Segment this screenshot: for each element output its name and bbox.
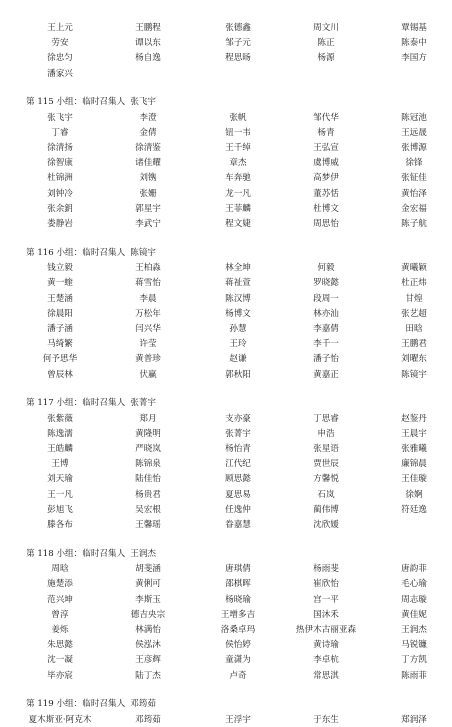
member-name: 贾世辰	[313, 459, 339, 470]
member-name: 周志璇	[401, 594, 427, 605]
member-name: 丁睿	[51, 127, 69, 138]
member-name: 徐清鉴	[135, 143, 161, 154]
member-name: 潘子怡	[313, 354, 339, 365]
member-name: 杨源	[317, 53, 335, 64]
name-row	[0, 37, 452, 50]
member-name: 洛桑卓玛	[220, 624, 256, 635]
member-name: 毕亦宸	[47, 670, 73, 681]
member-name: 林全坤	[225, 263, 251, 274]
member-name: 潘家兴	[47, 68, 73, 79]
member-name: 刘钟冷	[47, 188, 73, 199]
member-name: 邓筠茹	[135, 714, 161, 725]
member-name: 黄嘉正	[313, 369, 339, 380]
member-name: 张星语	[313, 444, 339, 455]
name-row	[0, 639, 452, 652]
member-name: 杨晓瑜	[225, 594, 251, 605]
group-heading	[26, 397, 446, 410]
group-heading	[26, 96, 446, 109]
member-name: 张余鈅	[47, 203, 73, 214]
member-name: 覃锡基	[401, 23, 427, 33]
member-name: 曾淳	[51, 609, 69, 620]
member-name: 蔺伟博	[313, 504, 339, 515]
member-name: 伏赢	[139, 369, 157, 380]
member-name: 徐智康	[47, 158, 73, 169]
name-row	[0, 157, 452, 170]
member-name: 陈逸濡	[47, 428, 73, 439]
name-row	[0, 323, 452, 336]
member-name: 张钲佳	[401, 173, 427, 184]
name-row	[0, 489, 452, 502]
member-name: 李国方	[401, 53, 427, 64]
member-name: 王浮宇	[225, 714, 251, 725]
member-name: 沈欣媛	[313, 520, 339, 531]
member-name: 严晓岚	[135, 444, 161, 455]
group-leader: 邓筠茹	[130, 699, 157, 710]
member-name: 胡斐涵	[135, 564, 161, 575]
member-name: 程文婕	[225, 219, 251, 230]
member-name: 王千绰	[225, 143, 251, 154]
member-name: 唐琪倩	[225, 564, 251, 575]
member-name: 王鹏程	[135, 23, 161, 33]
member-name: 施楚添	[47, 579, 73, 590]
member-name: 徐晨阳	[47, 308, 73, 319]
member-name: 郑月	[139, 413, 157, 424]
member-name: 郭秋阳	[225, 369, 251, 380]
name-row	[0, 22, 452, 35]
member-name: 龙一凡	[225, 188, 251, 199]
member-name: 赵鉴丹	[401, 413, 427, 424]
group-title: 第 115 小组：临时召集人	[26, 97, 126, 108]
member-name: 潘子涵	[47, 323, 73, 334]
member-name: 李澄	[139, 112, 157, 123]
member-name: 周晗	[51, 564, 69, 575]
member-name: 王博	[51, 459, 69, 470]
member-name: 杨自逸	[135, 53, 161, 64]
member-name: 方馨悦	[313, 474, 339, 485]
name-row	[0, 443, 452, 456]
member-name: 林满怡	[135, 624, 161, 635]
member-name: 张艺超	[401, 308, 427, 319]
member-name: 江代纪	[225, 459, 251, 470]
member-name: 金倩	[139, 127, 157, 138]
member-name: 王柏淼	[135, 263, 161, 274]
member-name: 何予思华	[42, 354, 78, 365]
member-name: 夏思易	[225, 489, 251, 500]
member-name: 侯泓沐	[135, 640, 161, 651]
member-name: 林亦汕	[313, 308, 339, 319]
member-name: 毛心瑜	[401, 579, 427, 590]
member-name: 马绮繁	[47, 339, 73, 350]
member-name: 闫兴华	[135, 323, 161, 334]
name-row	[0, 353, 452, 366]
member-name: 黄普珍	[135, 354, 161, 365]
member-name: 杨贵君	[135, 489, 161, 500]
member-name: 王一凡	[47, 489, 73, 500]
member-name: 陈正	[317, 38, 335, 49]
member-name: 黄诗瑜	[313, 640, 339, 651]
member-name: 顾思懿	[225, 474, 251, 485]
member-name: 眷嘉慧	[225, 520, 251, 531]
member-name: 许莹	[139, 339, 157, 350]
member-name: 周思怡	[313, 219, 339, 230]
group-title: 第 116 小组：临时召集人	[26, 247, 126, 258]
member-name: 陈泰中	[401, 38, 427, 49]
member-name: 李千一	[313, 339, 339, 350]
name-row	[0, 52, 452, 65]
name-row	[0, 504, 452, 517]
member-name: 常思淇	[313, 670, 339, 681]
name-row	[0, 654, 452, 667]
member-name: 王鹏君	[401, 339, 427, 350]
member-name: 王润杰	[401, 624, 427, 635]
member-name: 田晗	[405, 323, 423, 334]
member-name: 杜锦洲	[47, 173, 73, 184]
member-name: 唐韵菲	[401, 564, 427, 575]
member-name: 张雅曦	[401, 444, 427, 455]
member-name: 钱立毅	[47, 263, 73, 274]
name-row	[0, 68, 452, 81]
name-row	[0, 262, 452, 275]
member-name: 何毅	[317, 263, 335, 274]
name-row	[0, 112, 452, 125]
member-name: 娄静岩	[47, 219, 73, 230]
member-name: 郑润泽	[401, 714, 427, 725]
member-name: 黄俐可	[135, 579, 161, 590]
member-name: 王佳璇	[401, 474, 427, 485]
member-name: 陆丁杰	[135, 670, 161, 681]
member-name: 夏木斯亚·阿克木	[28, 714, 92, 725]
name-row	[0, 127, 452, 140]
member-name: 热伊木古丽亚森	[295, 624, 357, 635]
member-name: 张博源	[401, 143, 427, 154]
member-name: 陈冠池	[401, 112, 427, 123]
name-row	[0, 670, 452, 683]
member-name: 张姗	[139, 188, 157, 199]
name-row	[0, 293, 452, 306]
name-row	[0, 338, 452, 351]
member-name: 张帆	[229, 112, 247, 123]
member-name: 符廷逸	[401, 504, 427, 515]
member-name: 杨青	[317, 127, 335, 138]
member-name: 王楚涵	[47, 293, 73, 304]
member-name: 邵棋晖	[225, 579, 251, 590]
name-row	[0, 369, 452, 382]
member-name: 王上元	[47, 23, 73, 33]
member-name: 谭以东	[135, 38, 161, 49]
name-row	[0, 413, 452, 426]
member-name: 黄怡泽	[401, 188, 427, 199]
member-name: 刘曜东	[401, 354, 427, 365]
name-row	[0, 624, 452, 637]
member-name: 侯怡婷	[225, 640, 251, 651]
member-name: 徐婀	[405, 489, 423, 500]
member-name: 吴宏根	[135, 504, 161, 515]
name-row	[0, 277, 452, 290]
member-name: 宫一平	[313, 594, 339, 605]
member-name: 姜烁	[51, 624, 69, 635]
member-name: 王远晟	[401, 127, 427, 138]
member-name: 王晨宇	[401, 428, 427, 439]
member-name: 蒋祉萱	[225, 278, 251, 289]
member-name: 甘煌	[405, 293, 423, 304]
member-name: 刘天瑜	[47, 474, 73, 485]
member-name: 高梦伊	[313, 173, 339, 184]
member-name: 曾辰林	[47, 369, 73, 380]
member-name: 王皓麟	[47, 444, 73, 455]
name-row	[0, 594, 452, 607]
member-name: 于东生	[313, 714, 339, 725]
member-name: 李武宁	[135, 219, 161, 230]
member-name: 邹子元	[225, 38, 251, 49]
member-name: 罗晓懿	[313, 278, 339, 289]
member-name: 王增多吉	[220, 609, 256, 620]
member-name: 孙慧	[229, 323, 247, 334]
member-name: 黄佳妮	[401, 609, 427, 620]
name-row	[0, 172, 452, 185]
member-name: 车奔驰	[225, 173, 251, 184]
member-name: 王菲麟	[225, 203, 251, 214]
member-name: 虞博威	[313, 158, 339, 169]
member-name: 陈子航	[401, 219, 427, 230]
member-name: 马锐镰	[401, 640, 427, 651]
member-name: 邹代华	[313, 112, 339, 123]
member-name: 陈锦泉	[135, 459, 161, 470]
member-name: 程思旸	[225, 53, 251, 64]
member-name: 李斯玉	[135, 594, 161, 605]
name-row	[0, 609, 452, 622]
member-name: 杨雨斐	[313, 564, 339, 575]
member-name: 张德鑫	[225, 23, 251, 33]
member-name: 徐锋	[405, 158, 423, 169]
member-name: 张飞宇	[47, 112, 73, 123]
member-name: 石岚	[317, 489, 335, 500]
member-name: 王馨瑶	[135, 520, 161, 531]
member-name: 王弘宣	[313, 143, 339, 154]
member-name: 徐忠匀	[47, 53, 73, 64]
name-row	[0, 578, 452, 591]
member-name: 赵谦	[229, 354, 247, 365]
member-name: 杜博文	[313, 203, 339, 214]
name-row	[0, 203, 452, 216]
member-name: 李嘉倩	[313, 323, 339, 334]
name-row	[0, 458, 452, 471]
member-name: 童潇为	[225, 655, 251, 666]
name-row	[0, 308, 452, 321]
group-title: 第 118 小组：临时召集人	[26, 548, 126, 559]
group-heading	[26, 247, 446, 260]
member-name: 黄隆明	[135, 428, 161, 439]
member-name: 沈一凝	[47, 655, 73, 666]
member-name: 国沐禾	[313, 609, 339, 620]
member-name: 李卓杭	[313, 655, 339, 666]
member-name: 金宏福	[401, 203, 427, 214]
group-leader: 陈镜宇	[130, 247, 157, 258]
member-name: 段周一	[313, 293, 339, 304]
name-row	[0, 473, 452, 486]
member-name: 章杰	[229, 158, 247, 169]
member-name: 丁思睿	[313, 413, 339, 424]
member-name: 陈镜宇	[401, 369, 427, 380]
member-name: 丁方凯	[401, 655, 427, 666]
member-name: 周文川	[313, 23, 339, 33]
member-name: 张菁宇	[225, 428, 251, 439]
member-name: 刘镌	[139, 173, 157, 184]
member-name: 董苏恬	[313, 188, 339, 199]
member-name: 张紫薇	[47, 413, 73, 424]
group-title: 第 119 小组：临时召集人	[26, 699, 126, 710]
member-name: 滕各布	[47, 520, 73, 531]
group-title: 第 117 小组：临时召集人	[26, 398, 126, 409]
member-name: 王彦辉	[135, 655, 161, 666]
name-row	[0, 519, 452, 532]
member-name: 蒋雪怡	[135, 278, 161, 289]
group-heading	[26, 698, 446, 711]
member-name: 廉锦晨	[401, 459, 427, 470]
member-name: 杨博文	[225, 308, 251, 319]
name-row	[0, 188, 452, 201]
name-row	[0, 563, 452, 576]
member-name: 王玲	[229, 339, 247, 350]
member-name: 黄曦颖	[401, 263, 427, 274]
member-name: 任逸仲	[225, 504, 251, 515]
member-name: 德吉央宗	[130, 609, 166, 620]
member-name: 陈汉博	[225, 293, 251, 304]
name-row	[0, 714, 452, 727]
group-heading	[26, 548, 446, 561]
member-name: 郭星宇	[135, 203, 161, 214]
member-name: 杨怡青	[225, 444, 251, 455]
member-name: 支亦豪	[225, 413, 251, 424]
member-name: 朱思懿	[47, 640, 73, 651]
member-name: 陆佳怡	[135, 474, 161, 485]
member-name: 李晨	[139, 293, 157, 304]
member-name: 万松年	[135, 308, 161, 319]
member-name: 徐清扬	[47, 143, 73, 154]
member-name: 申浩	[317, 428, 335, 439]
member-name: 彭旭飞	[47, 504, 73, 515]
member-name: 陈雨菲	[401, 670, 427, 681]
name-row	[0, 142, 452, 155]
group-leader: 张菁宇	[130, 398, 157, 409]
member-name: 崔欣怡	[313, 579, 339, 590]
group-leader: 王润杰	[130, 548, 157, 559]
member-name: 黄一蝰	[47, 278, 73, 289]
member-name: 范兴坤	[47, 594, 73, 605]
member-name: 杜正炜	[401, 278, 427, 289]
name-row	[0, 428, 452, 441]
member-name: 劳安	[51, 38, 69, 49]
member-name: 卢奇	[229, 670, 247, 681]
name-row	[0, 218, 452, 231]
group-leader: 张飞宇	[130, 97, 157, 108]
member-name: 诸佳耀	[135, 158, 161, 169]
member-name: 钮一韦	[225, 127, 251, 138]
